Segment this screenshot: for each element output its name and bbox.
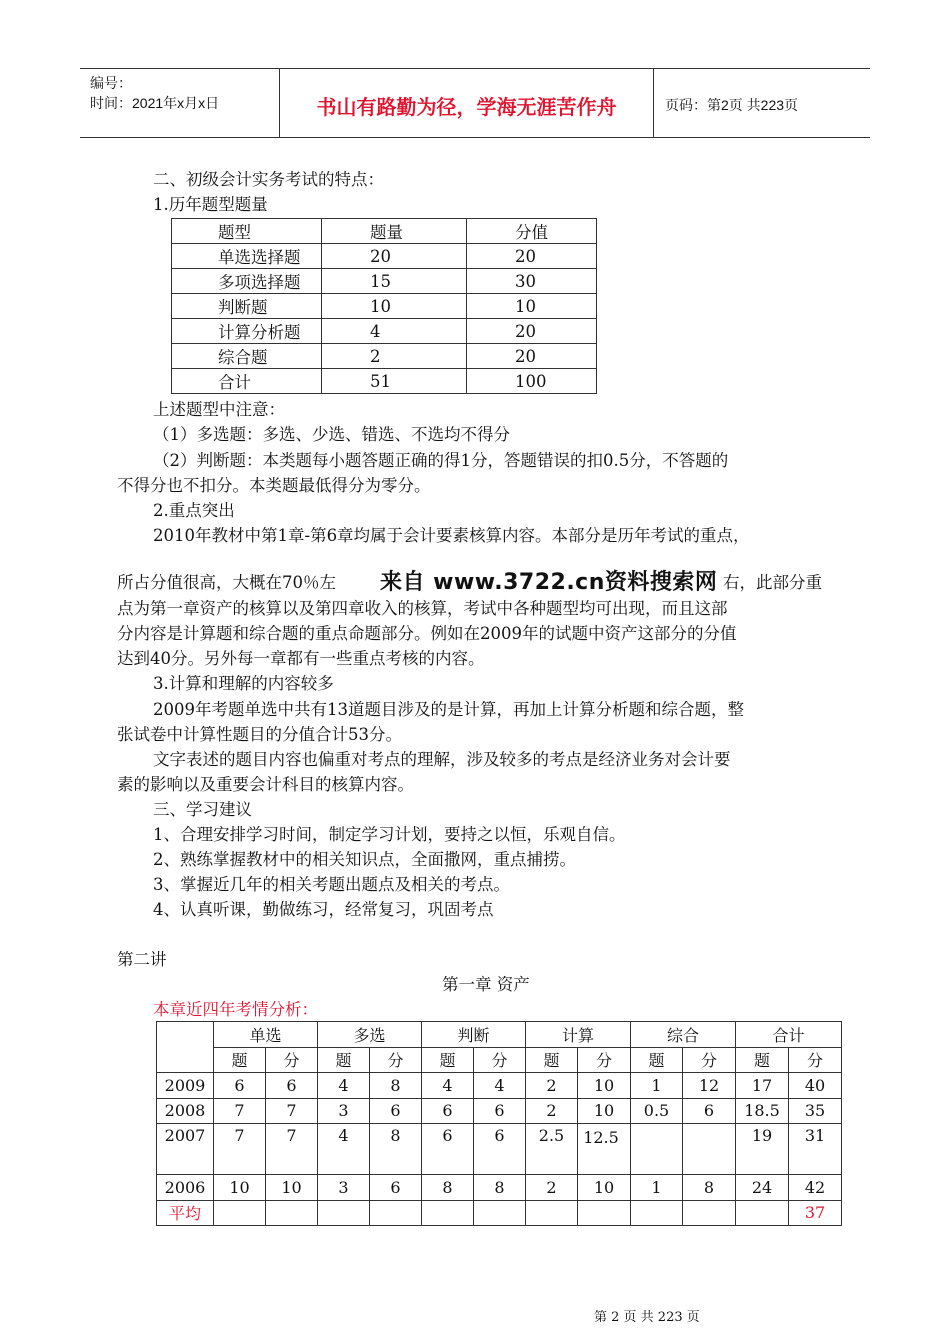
table-cell: 计算分析题 <box>172 319 322 344</box>
table-row <box>157 1073 842 1099</box>
table-sub-header: 题 <box>422 1047 474 1073</box>
table-cell: 40 <box>789 1073 842 1099</box>
table-cell: 6 <box>422 1098 474 1124</box>
table-row <box>172 369 597 394</box>
table-cell <box>370 1200 422 1226</box>
table-sub-header: 题 <box>318 1047 370 1073</box>
table-cell: 多项选择题 <box>172 269 322 294</box>
table-cell: 3 <box>318 1175 370 1201</box>
table-cell <box>631 1200 683 1226</box>
table-cell: 7 <box>266 1124 318 1175</box>
paragraph-4-line-2: 素的影响以及重要会计科目的核算内容。 <box>117 775 414 794</box>
table-cell: 3 <box>318 1098 370 1124</box>
table-cell: 4 <box>318 1124 370 1175</box>
header-motto: 书山有路勤为径，学海无涯苦作舟 <box>280 69 654 137</box>
table-cell: 4 <box>318 1073 370 1099</box>
table-cell: 6 <box>422 1124 474 1175</box>
table-group-header: 计算 <box>526 1022 631 1048</box>
table-cell: 6 <box>683 1098 736 1124</box>
table-cell <box>318 1200 370 1226</box>
table-group-header: 合计 <box>736 1022 842 1048</box>
lecture-label: 第二讲 <box>117 950 167 969</box>
table-cell: 4 <box>422 1073 474 1099</box>
table-group-header-row <box>157 1022 842 1048</box>
table-cell <box>214 1200 266 1226</box>
table-cell <box>683 1200 736 1226</box>
table-cell: 2 <box>322 344 467 369</box>
table-cell: 8 <box>370 1073 422 1099</box>
table-row <box>172 269 597 294</box>
average-value: 37 <box>789 1200 842 1226</box>
page-header <box>80 68 870 138</box>
paragraph-2-line-1: 2010年教材中第1章-第6章均属于会计要素核算内容。本部分是历年考试的重点， <box>153 526 750 545</box>
table-cell: 4 <box>474 1073 526 1099</box>
table-header-cell: 题型 <box>172 219 322 244</box>
table-cell: 2008 <box>157 1098 214 1124</box>
table-cell: 31 <box>789 1124 842 1175</box>
table-cell: 10 <box>578 1098 631 1124</box>
table-cell: 2 <box>526 1073 578 1099</box>
table-cell <box>683 1124 736 1175</box>
note-2-line-2: 不得分也不扣分。本类题最低得分为零分。 <box>117 476 431 495</box>
table-cell: 1 <box>631 1175 683 1201</box>
number-label: 编号： <box>90 75 132 91</box>
table-cell: 8 <box>474 1175 526 1201</box>
table-cell: 8 <box>683 1175 736 1201</box>
table-cell: 10 <box>578 1073 631 1099</box>
table-cell: 12 <box>683 1073 736 1099</box>
table-cell: 30 <box>467 269 597 294</box>
table-group-header: 判断 <box>422 1022 526 1048</box>
table-cell: 6 <box>214 1073 266 1099</box>
table-cell: 10 <box>214 1175 266 1201</box>
table-cell: 2.5 <box>526 1124 578 1175</box>
table-cell: 6 <box>370 1098 422 1124</box>
advice-item: 4、认真听课，勤做练习，经常复习，巩固考点 <box>153 900 494 919</box>
table-row <box>172 319 597 344</box>
table-cell <box>526 1200 578 1226</box>
paragraph-2-line-3: 点为第一章资产的核算以及第四章收入的核算，考试中各种题型均可出现，而且这部 <box>117 599 728 618</box>
table-cell: 24 <box>736 1175 789 1201</box>
table-cell: 2007 <box>157 1124 214 1175</box>
table-cell: 20 <box>467 319 597 344</box>
table-cell: 单选选择题 <box>172 244 322 269</box>
table-cell: 合计 <box>172 369 322 394</box>
table-sub-header: 题 <box>526 1047 578 1073</box>
header-meta <box>80 69 280 137</box>
table-cell: 18.5 <box>736 1098 789 1124</box>
table-cell: 19 <box>736 1124 789 1175</box>
table-cell: 6 <box>474 1098 526 1124</box>
table-header-cell: 分值 <box>467 219 597 244</box>
page-footer: 第 2 页 共 223 页 <box>594 1310 700 1325</box>
table-sub-header-row <box>157 1047 842 1073</box>
table-sub-header: 分 <box>266 1047 318 1073</box>
table-cell: 7 <box>214 1124 266 1175</box>
table-cell: 0.5 <box>631 1098 683 1124</box>
section-3-title: 三、学习建议 <box>153 800 252 819</box>
table-cell: 1 <box>631 1073 683 1099</box>
table-row <box>172 244 597 269</box>
table-cell: 6 <box>370 1175 422 1201</box>
table-row <box>157 1175 842 1201</box>
paragraph-2-line-2a: 所占分值很高，大概在70％左 <box>117 573 336 592</box>
table-sub-header: 分 <box>789 1047 842 1073</box>
table-sub-header: 分 <box>370 1047 422 1073</box>
table-cell <box>422 1200 474 1226</box>
analysis-title: 本章近四年考情分析： <box>153 1000 318 1019</box>
advice-item: 3、掌握近几年的相关考题出题点及相关的考点。 <box>153 875 510 894</box>
table-row <box>172 294 597 319</box>
table-cell <box>578 1200 631 1226</box>
time-label: 时间：2021年x月x日 <box>90 95 220 111</box>
header-page-label: 页码：第2页 共223页 <box>665 97 799 113</box>
table-cell: 7 <box>214 1098 266 1124</box>
average-label: 平均 <box>157 1200 214 1226</box>
table-cell: 10 <box>578 1175 631 1201</box>
paragraph-2-line-5: 达到40分。另外每一章都有一些重点考核的内容。 <box>117 649 485 668</box>
table-cell: 6 <box>266 1073 318 1099</box>
table-cell: 7 <box>266 1098 318 1124</box>
table-cell: 4 <box>322 319 467 344</box>
note-2-line-1: （2）判断题：本类题每小题答题正确的得1分，答题错误的扣0.5分，不答题的 <box>153 451 729 470</box>
table-group-header: 单选 <box>214 1022 318 1048</box>
paragraph-4-line-1: 文字表述的题目内容也偏重对考点的理解，涉及较多的考点是经济业务对会计要 <box>153 750 731 769</box>
table-cell: 10 <box>322 294 467 319</box>
table-cell: 51 <box>322 369 467 394</box>
table-sub-header: 分 <box>578 1047 631 1073</box>
item-2-title: 2.重点突出 <box>153 501 235 520</box>
table-cell: 6 <box>474 1124 526 1175</box>
table-cell: 8 <box>422 1175 474 1201</box>
table-cell <box>631 1124 683 1175</box>
paragraph-3-line-1: 2009年考题单选中共有13道题目涉及的是计算，再加上计算分析题和综合题，整 <box>153 700 744 719</box>
advice-item: 1、合理安排学习时间，制定学习计划，要持之以恒，乐观自信。 <box>153 825 626 844</box>
table-row <box>157 1124 842 1175</box>
paragraph-2-line-2b: 右，此部分重 <box>723 573 822 592</box>
table-sub-header: 题 <box>631 1047 683 1073</box>
advice-item: 2、熟练掌握教材中的相关知识点，全面撒网，重点捕捞。 <box>153 850 576 869</box>
table-cell <box>474 1200 526 1226</box>
table-cell: 20 <box>467 244 597 269</box>
question-type-table <box>171 218 597 394</box>
table-cell: 35 <box>789 1098 842 1124</box>
item-3-title: 3.计算和理解的内容较多 <box>153 674 334 693</box>
table-row-average <box>157 1200 842 1226</box>
table-cell: 8 <box>370 1124 422 1175</box>
table-cell: 2 <box>526 1175 578 1201</box>
table-cell <box>736 1200 789 1226</box>
table-cell: 2006 <box>157 1175 214 1201</box>
paragraph-2-line-4: 分内容是计算题和综合题的重点命题部分。例如在2009年的试题中资产这部分的分值 <box>117 624 737 643</box>
table-cell: 17 <box>736 1073 789 1099</box>
table-sub-header: 分 <box>474 1047 526 1073</box>
table-cell: 20 <box>322 244 467 269</box>
table-sub-header: 分 <box>683 1047 736 1073</box>
table-group-header: 综合 <box>631 1022 736 1048</box>
note-1: （1）多选题：多选、少选、错选、不选均不得分 <box>153 425 510 444</box>
table-cell: 10 <box>266 1175 318 1201</box>
table-sub-header: 题 <box>736 1047 789 1073</box>
note-title: 上述题型中注意： <box>153 400 285 419</box>
exam-analysis-table <box>156 1021 842 1226</box>
table-cell: 综合题 <box>172 344 322 369</box>
table-cell: 100 <box>467 369 597 394</box>
table-group-header: 多选 <box>318 1022 422 1048</box>
section-2-title: 二、初级会计实务考试的特点： <box>153 170 384 189</box>
table-header-row <box>172 219 597 244</box>
table-cell: 20 <box>467 344 597 369</box>
table-corner-cell <box>157 1022 214 1073</box>
table-header-cell: 题量 <box>322 219 467 244</box>
table-cell <box>266 1200 318 1226</box>
table-sub-header: 题 <box>214 1047 266 1073</box>
table-cell: 2009 <box>157 1073 214 1099</box>
table-row <box>172 344 597 369</box>
table-cell: 15 <box>322 269 467 294</box>
table-cell: 2 <box>526 1098 578 1124</box>
chapter-title: 第一章 资产 <box>442 975 530 994</box>
table-cell: 10 <box>467 294 597 319</box>
item-1-title: 1.历年题型题量 <box>153 195 268 214</box>
table-cell: 12.5 <box>578 1124 631 1175</box>
watermark-banner: 来自 www.3722.cn资料搜索网 <box>380 570 718 595</box>
paragraph-3-line-2: 张试卷中计算性题目的分值合计53分。 <box>117 725 402 744</box>
table-cell: 42 <box>789 1175 842 1201</box>
table-cell: 判断题 <box>172 294 322 319</box>
table-row <box>157 1098 842 1124</box>
